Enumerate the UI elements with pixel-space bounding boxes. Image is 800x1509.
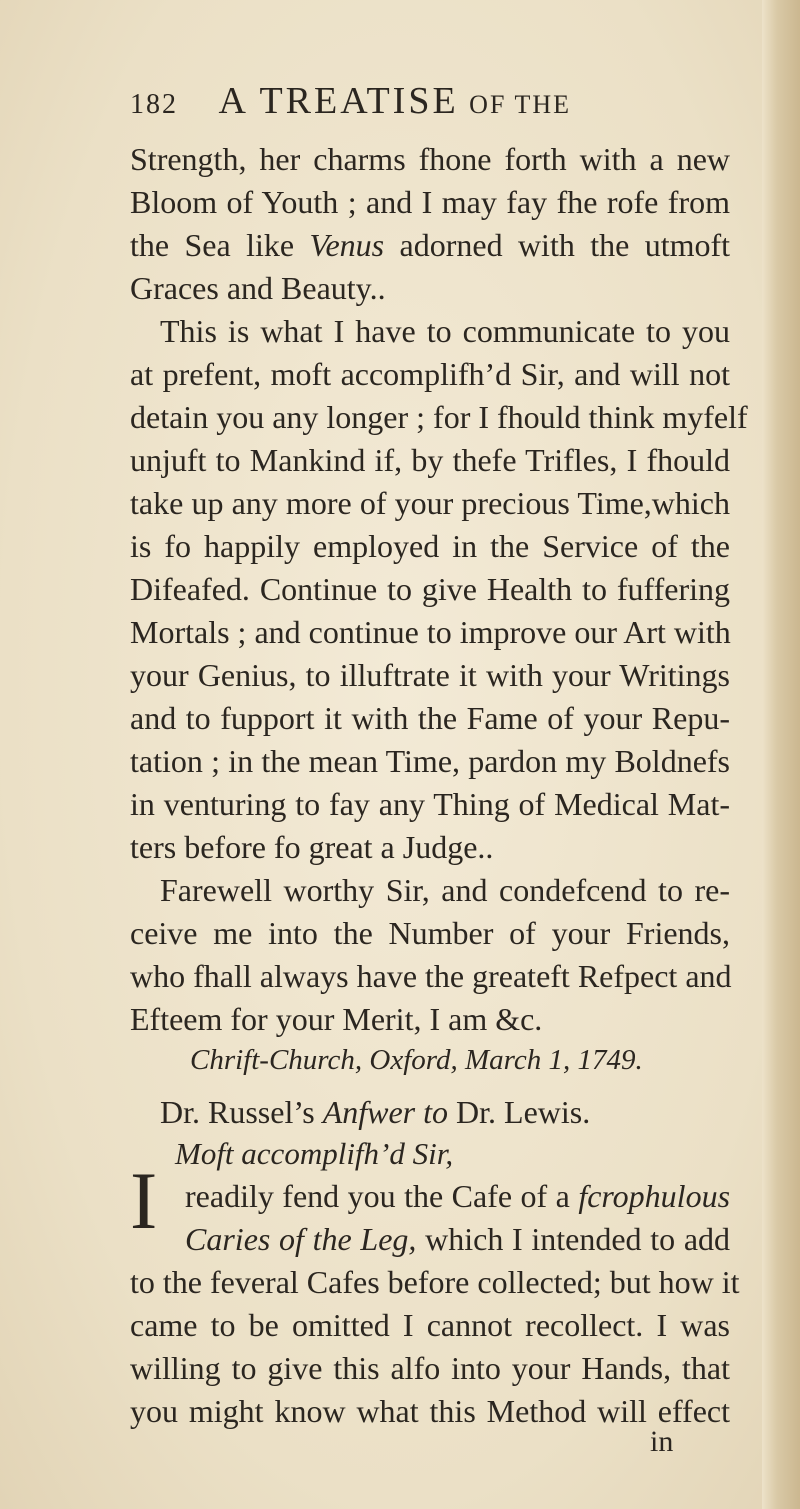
text-line: Farewell worthy Sir, and condefcend to re-	[160, 872, 730, 908]
text-line: Efteem for your Merit, I am &c.	[130, 1001, 543, 1037]
text-line: Mortals ; and continue to improve our Art with	[130, 614, 731, 650]
text-line: take up any more of your precious Time,which	[130, 485, 730, 521]
header-treatise: TREATISE	[259, 80, 459, 122]
catchword: in	[650, 1425, 674, 1458]
text-line: readily fend you the Cafe of a fcrophulous	[185, 1178, 731, 1214]
text-line: the Sea like Venus adorned with the utmoft	[130, 227, 731, 263]
letter-title: Dr. Russel’s Anfwer to Dr. Lewis.	[160, 1094, 591, 1130]
header-a: A	[218, 80, 249, 122]
text-line: ters before fo great a Judge..	[130, 829, 494, 865]
text-line: detain you any longer ; for I fhould think myfelf	[130, 399, 748, 435]
text-line: Difeafed. Continue to give Health to fuffering	[130, 571, 730, 607]
text-line: who fhall always have the greateft Refpect and	[130, 958, 732, 994]
page-number: 182	[130, 89, 178, 120]
dateline: Chrift-Church, Oxford, March 1, 1749.	[190, 1044, 643, 1076]
text-line: willing to give this alfo into your Hands, that	[130, 1350, 730, 1386]
text-line: ceive me into the Number of your Friends,	[130, 915, 730, 951]
page-edge	[762, 0, 800, 1509]
running-header	[130, 82, 571, 120]
text-line: unjuft to Mankind if, by thefe Trifles, I fhould	[130, 442, 730, 478]
text-line: your Genius, to illuftrate it with your Writings	[130, 657, 730, 693]
text-line: tation ; in the mean Time, pardon my Boldnefs	[130, 743, 730, 779]
text-line: Caries of the Leg, which I intended to add	[185, 1221, 731, 1257]
text-line: you might know what this Method will effect	[130, 1393, 730, 1429]
text-line: is fo happily employed in the Service of the	[130, 528, 730, 564]
text-line: Strength, her charms fhone forth with a new	[130, 141, 730, 177]
header-of-the: OF THE	[469, 90, 571, 119]
text-line: in venturing to fay any Thing of Medical Mat-	[130, 786, 730, 822]
text-line: came to be omitted I cannot recollect. I was	[130, 1307, 730, 1343]
salutation: Moft accomplifh’d Sir,	[175, 1136, 454, 1171]
text-line: Bloom of Youth ; and I may fay fhe rofe from	[130, 184, 730, 220]
text-line: and to fupport it with the Fame of your Repu-	[130, 700, 730, 736]
drop-cap: I	[130, 1155, 158, 1246]
venus-italic: Venus	[309, 227, 385, 263]
text-line: This is what I have to communicate to you	[160, 313, 730, 349]
text-line: Graces and Beauty..	[130, 270, 386, 306]
text-line: to the feveral Cafes before collected; but how it	[130, 1264, 740, 1300]
text-line: at prefent, moft accomplifh’d Sir, and will not	[130, 356, 730, 392]
